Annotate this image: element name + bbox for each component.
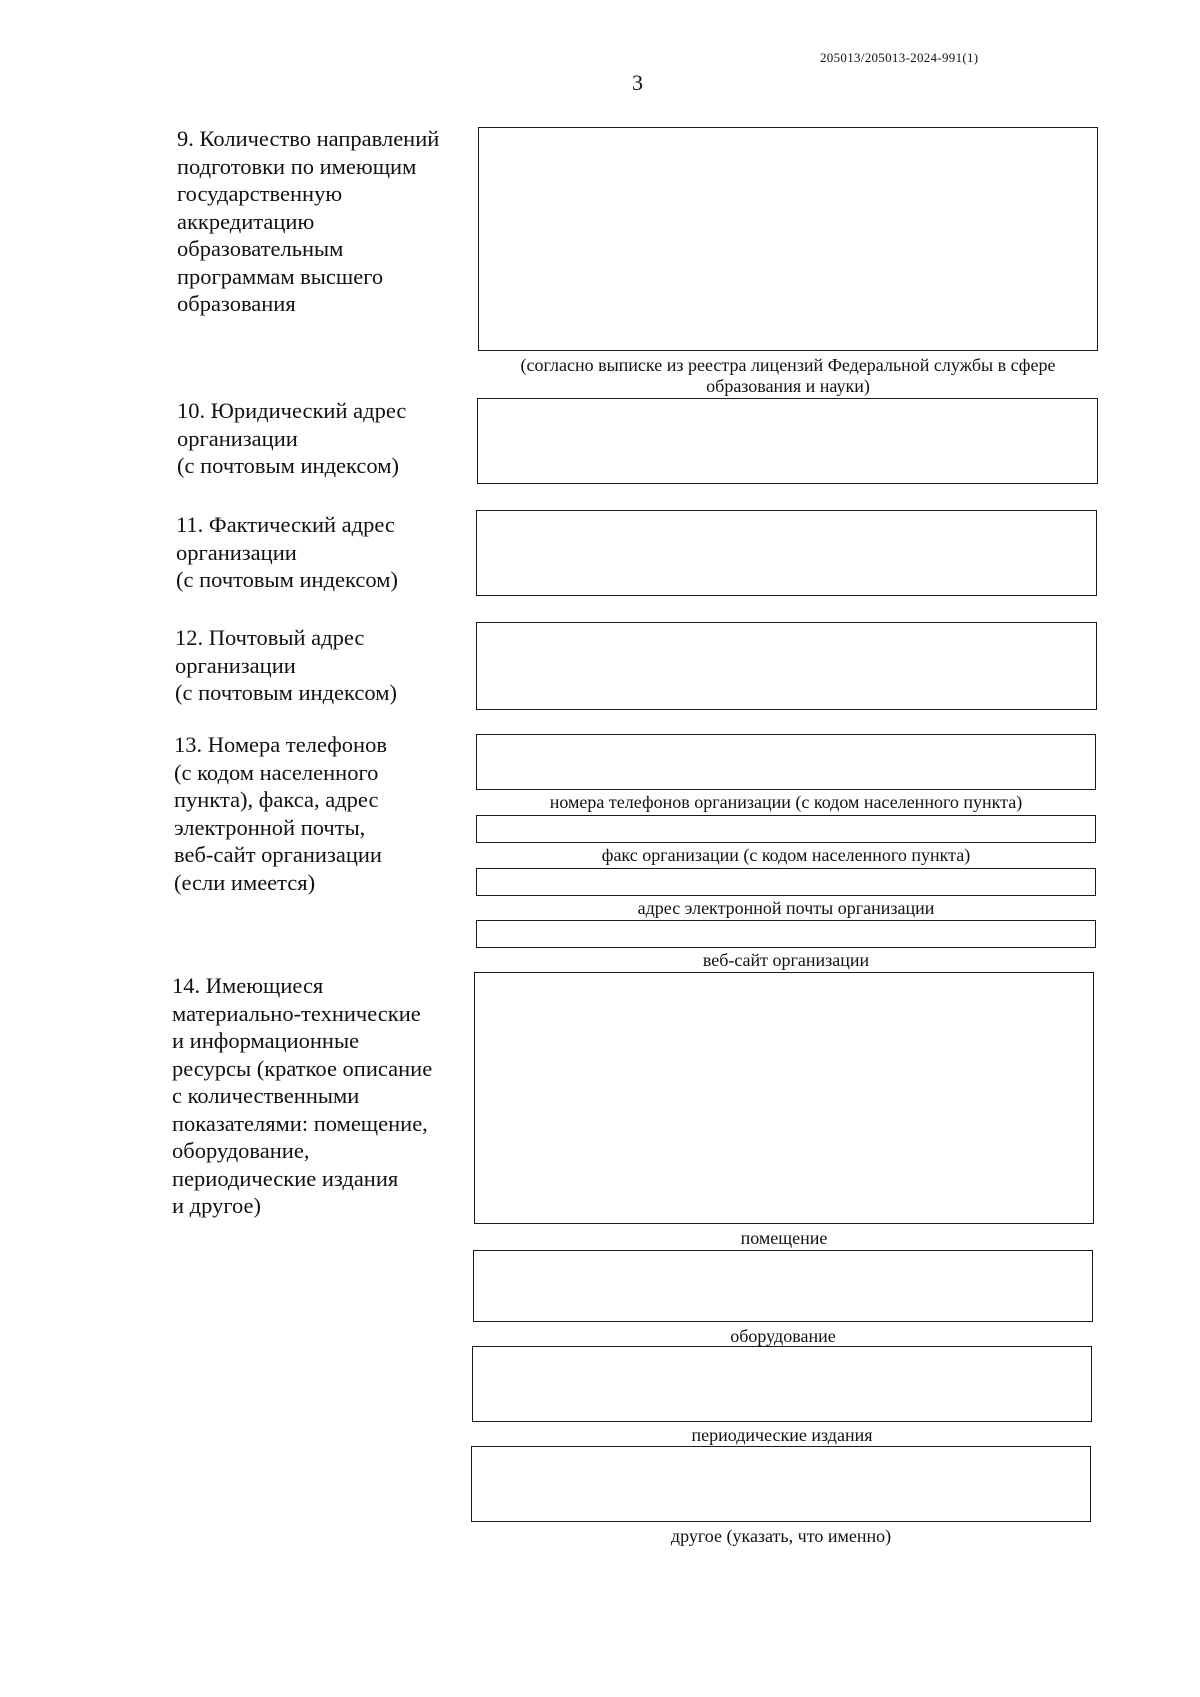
field-10-label-line: организации — [177, 425, 298, 451]
field-9-label-line: программам высшего — [177, 263, 384, 289]
email-input-box[interactable] — [476, 868, 1096, 896]
field-14-label-line: оборудование, — [172, 1138, 310, 1163]
document-id: 205013/205013-2024-991(1) — [820, 50, 979, 65]
field-9-label-line: образовательным — [177, 236, 344, 261]
field-9-label — [177, 125, 467, 318]
field-14-label-line: 14. Имеющиеся — [172, 973, 324, 998]
field-13-label-line: пункта), факса, адрес — [174, 787, 379, 812]
field-14-label — [172, 972, 472, 1220]
other-caption: другое (указать, что именно) — [670, 1526, 892, 1546]
field-13-label-line: веб-сайт организации — [174, 842, 382, 867]
premises-caption: помещение — [740, 1228, 828, 1248]
field-14-label-line: с количественными — [172, 1083, 360, 1108]
field-13-label-line: электронной почты, — [174, 814, 366, 840]
field-14-label-line: показателями: помещение, — [172, 1110, 428, 1136]
field-14-label-line: и другое) — [172, 1193, 261, 1218]
periodicals-input-box[interactable] — [472, 1346, 1092, 1422]
field-13-label — [174, 731, 464, 896]
periodicals-caption: периодические издания — [691, 1425, 873, 1445]
phones-input-box[interactable] — [476, 734, 1096, 790]
field-9-label-line: аккредитацию — [177, 208, 315, 234]
other-input-box[interactable] — [471, 1446, 1091, 1522]
field-13-label-line: (если имеется) — [174, 869, 316, 895]
field-13-label-line: (с кодом населенного — [174, 759, 379, 785]
actual-address-input-box[interactable] — [476, 510, 1097, 596]
field-14-label-line: ресурсы (краткое описание — [172, 1055, 433, 1081]
field-9-label-line: образования — [177, 291, 296, 316]
field-11-label-line: 11. Фактический адрес — [176, 512, 395, 537]
equipment-input-box[interactable] — [473, 1250, 1093, 1322]
field-10-label — [177, 397, 467, 480]
fax-caption: факс организации (с кодом населенного пункта) — [601, 845, 971, 865]
field-10-label-line: 10. Юридический адрес — [177, 398, 407, 423]
legal-address-input-box[interactable] — [477, 398, 1098, 484]
field-11-label — [176, 511, 466, 594]
field-12-label-line: 12. Почтовый адрес — [175, 625, 365, 650]
field-14-label-line: периодические издания — [172, 1165, 399, 1191]
field-12-label-line: организации — [175, 652, 296, 678]
field-9-caption — [478, 355, 1098, 397]
field-9-caption-line: образования и науки) — [706, 376, 870, 396]
email-caption: адрес электронной почты организации — [637, 898, 935, 918]
premises-input-box[interactable] — [474, 972, 1094, 1224]
fax-input-box[interactable] — [476, 815, 1096, 843]
field-9-caption-line: (согласно выписке из реестра лицензий Федеральной службы в сфере — [520, 355, 1056, 375]
website-caption: веб-сайт организации — [702, 950, 870, 970]
field-14-label-line: и информационные — [172, 1028, 360, 1053]
phones-caption: номера телефонов организации (с кодом населенного пункта) — [549, 792, 1023, 812]
field-11-label-line: (с почтовым индексом) — [176, 567, 398, 592]
field-14-label-line: материально-технические — [172, 1000, 421, 1026]
field-9-label-line: подготовки по имеющим — [177, 153, 417, 179]
field-10-label-line: (с почтовым индексом) — [177, 453, 399, 478]
field-12-label-line: (с почтовым индексом) — [175, 680, 397, 705]
field-13-label-line: 13. Номера телефонов — [174, 732, 387, 757]
field-9-input-box[interactable] — [478, 127, 1098, 351]
field-9-label-line: 9. Количество направлений — [177, 126, 440, 151]
equipment-caption: оборудование — [730, 1326, 836, 1346]
field-9-label-line: государственную — [177, 181, 343, 206]
field-11-label-line: организации — [176, 539, 297, 565]
website-input-box[interactable] — [476, 920, 1096, 948]
field-12-label — [175, 624, 465, 707]
page-number: 3 — [632, 70, 643, 95]
postal-address-input-box[interactable] — [476, 622, 1097, 710]
